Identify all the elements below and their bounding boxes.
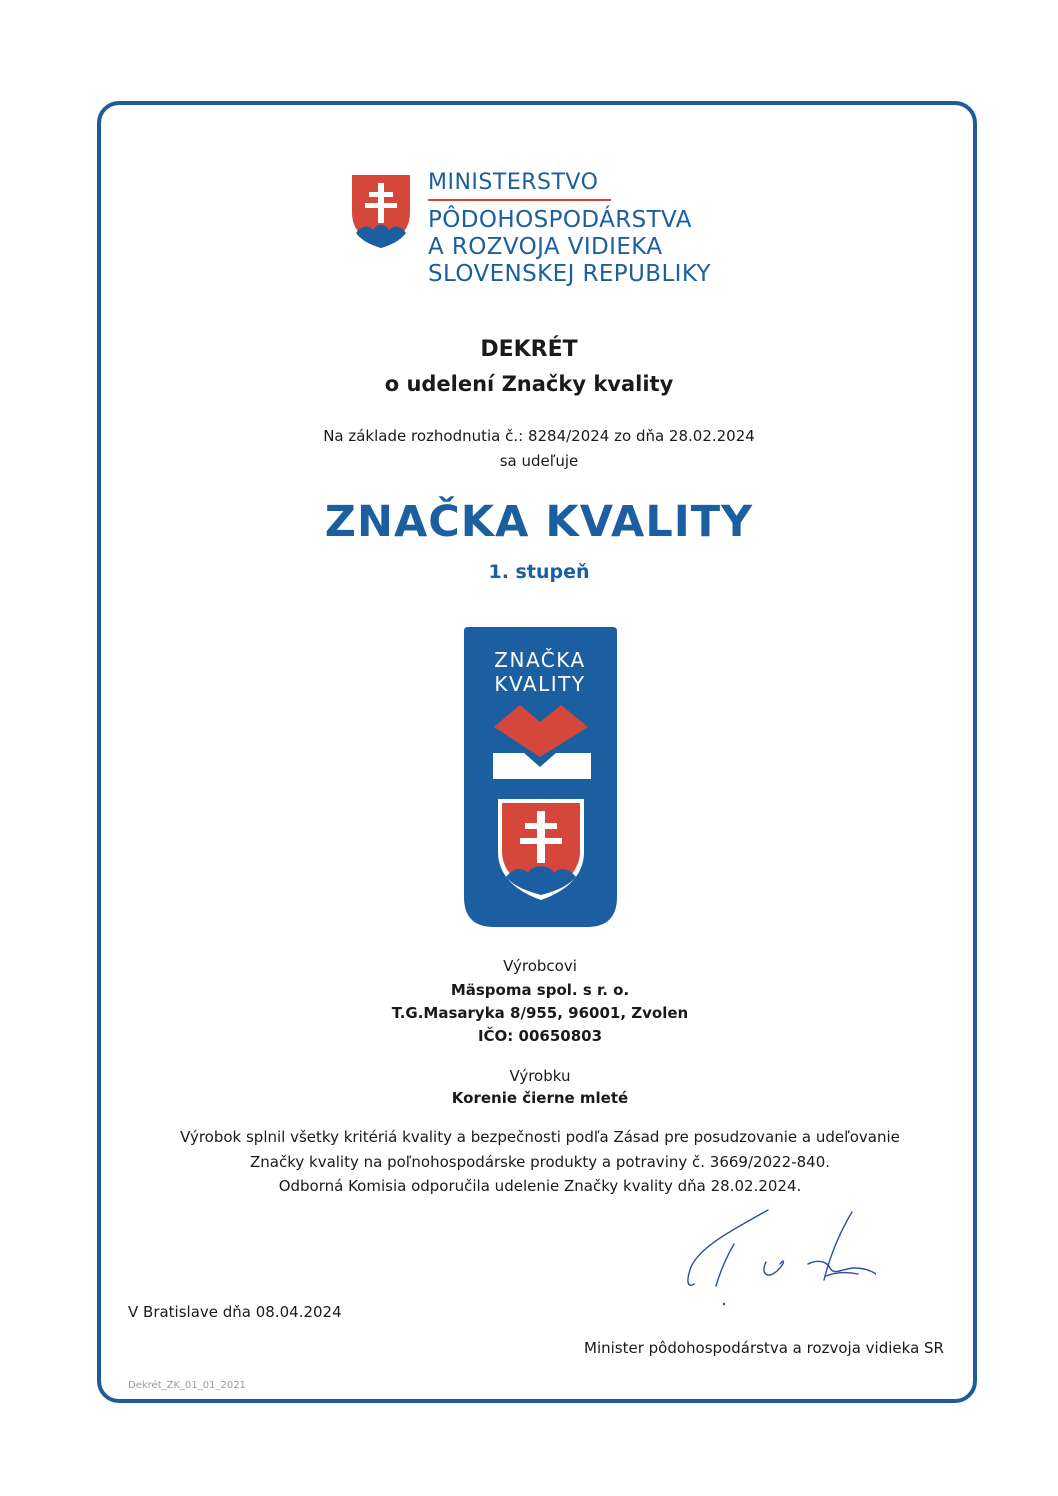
- ministry-name-line2: PÔDOHOSPODÁRSTVA: [428, 207, 692, 233]
- decision-basis: Na základe rozhodnutia č.: 8284/2024 zo dňa 28.02.2024: [323, 427, 755, 445]
- awarded-text: sa udeľuje: [499, 452, 579, 470]
- decree-subtitle: o udelení Značky kvality: [384, 372, 674, 396]
- producer-label: Výrobcovi: [503, 957, 577, 975]
- ministry-name-line4: SLOVENSKEJ REPUBLIKY: [428, 261, 711, 287]
- product-name: Korenie čierne mleté: [451, 1089, 629, 1107]
- document-reference: Dekrét_ZK_01_01_2021: [128, 1380, 246, 1391]
- signatory-title: Minister pôdohospodárstva a rozvoja vidieka SR: [584, 1339, 944, 1357]
- badge-line2: KVALITY: [494, 672, 586, 696]
- ministry-name-line3: A ROZVOJA VIDIEKA: [428, 234, 663, 260]
- ministry-divider: [428, 199, 611, 201]
- decree-title: DEKRÉT: [480, 337, 578, 362]
- award-title: ZNAČKA KVALITY: [324, 497, 754, 547]
- badge-line1: ZNAČKA: [494, 648, 586, 672]
- ministry-name-line1: MINISTERSTVO: [428, 170, 599, 195]
- handwritten-signature: [676, 1208, 876, 1308]
- statement-line1: Výrobok splnil všetky kritériá kvality a bezpečnosti podľa Zásad pre posudzovanie a udeľovanie: [180, 1128, 900, 1146]
- quality-mark-badge: [464, 627, 617, 927]
- statement-line2: Značky kvality na poľnohospodárske produkty a potraviny č. 3669/2022-840.: [249, 1153, 831, 1171]
- product-label: Výrobku: [509, 1067, 571, 1085]
- award-degree: 1. stupeň: [488, 561, 590, 583]
- slovak-coat-of-arms-icon: [350, 173, 412, 249]
- producer-ico: IČO: 00650803: [477, 1027, 603, 1045]
- producer-address: T.G.Masaryka 8/955, 96001, Zvolen: [391, 1004, 689, 1022]
- producer-name: Mäspoma spol. s r. o.: [450, 981, 630, 999]
- place-and-date: V Bratislave dňa 08.04.2024: [128, 1303, 342, 1321]
- statement-line3: Odborná Komisia odporučila udelenie Značky kvality dňa 28.02.2024.: [278, 1177, 802, 1195]
